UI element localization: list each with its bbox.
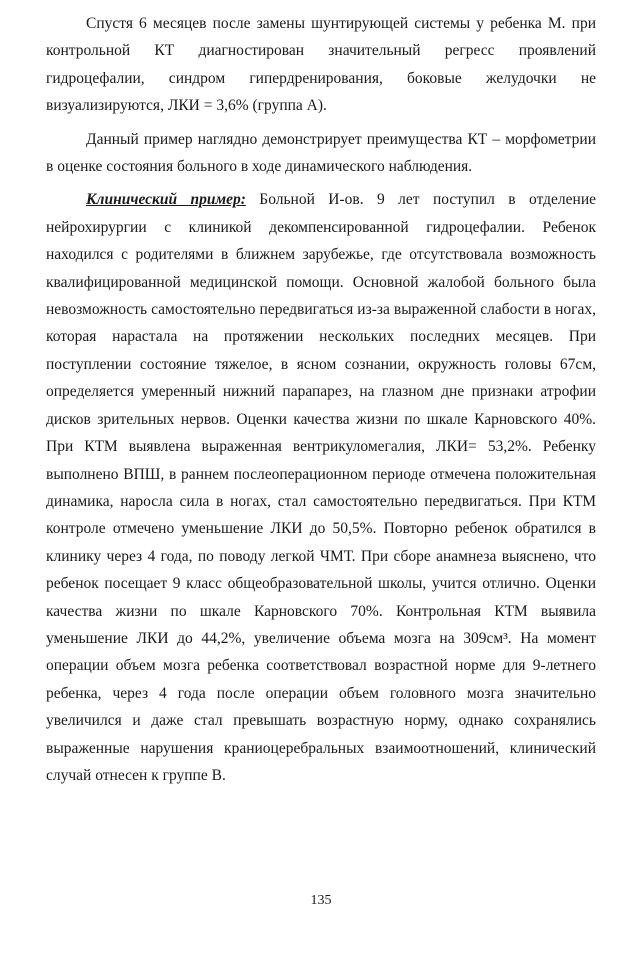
paragraph-summary [46, 126, 596, 181]
paragraph-text: Больной И-ов. 9 лет поступил в отделение нейрохирургии с клиникой декомпенсированной гидроцефалии. Ребенок находился с родителями в ближнем зарубежье, где отсутствовала возможность квалифицированной медицинской помощи. Основной жалобой больного была невозможность самостоятельно передвигаться из-за выраженной слабости в ногах, которая нарастала на протяжении нескольких последних месяцев. При поступлении состояние тяжелое, в ясном сознании, окружность головы 67см, определяется умеренный нижний парапарез, на глазном дне признаки атрофии дисков зрительных нервов. Оценки качества жизни по шкале Карновского 40%. При КТМ выявлена выраженная вентрикуломегалия, ЛКИ= 53,2%. Ребенку выполнено ВПШ, в раннем послеоперационном периоде отмечена положительная динамика, наросла сила в ногах, стал самостоятельно передвигаться. При КТМ контроле отмечено уменьшение ЛКИ до 50,5%. Повторно ребенок обратился в клинику через 4 года, по поводу легкой ЧМТ. При сборе анамнеза выяснено, что ребенок посещает 9 класс общеобразовательной школы, учится отлично. Оценки качества жизни по шкале Карновского 70%. Контрольная КТМ выявила уменьшение ЛКИ до 44,2%, увеличение объема мозга на 309см³. На момент операции объем мозга ребенка соответствовал возрастной норме для 9-летнего ребенка, через 4 года после операции объем головного мозга значительно увеличился и даже стал превышать возрастную норму, однако сохранялись выраженные нарушения краниоцеребральных взаимоотношений, клинический случай отнесен к группе В. [46, 191, 596, 784]
paragraph-text: Спустя 6 месяцев после замены шунтирующей системы у ребенка М. при контрольной КТ диагностирован значительный регресс проявлений гидроцефалии, синдром гипердренирования, боковые желудочки не визуализируются, ЛКИ = 3,6% (группа А). [46, 15, 596, 115]
paragraph-text: Данный пример наглядно демонстрирует преимущества КТ – морфометрии в оценке состояния больного в ходе динамического наблюдения. [46, 130, 596, 176]
document-page [46, 10, 596, 789]
clinical-example-heading: Клинический пример: [86, 191, 246, 209]
paragraph-clinical-example [46, 186, 596, 789]
page-number: 135 [310, 893, 332, 908]
paragraph-follow-up [46, 10, 596, 120]
